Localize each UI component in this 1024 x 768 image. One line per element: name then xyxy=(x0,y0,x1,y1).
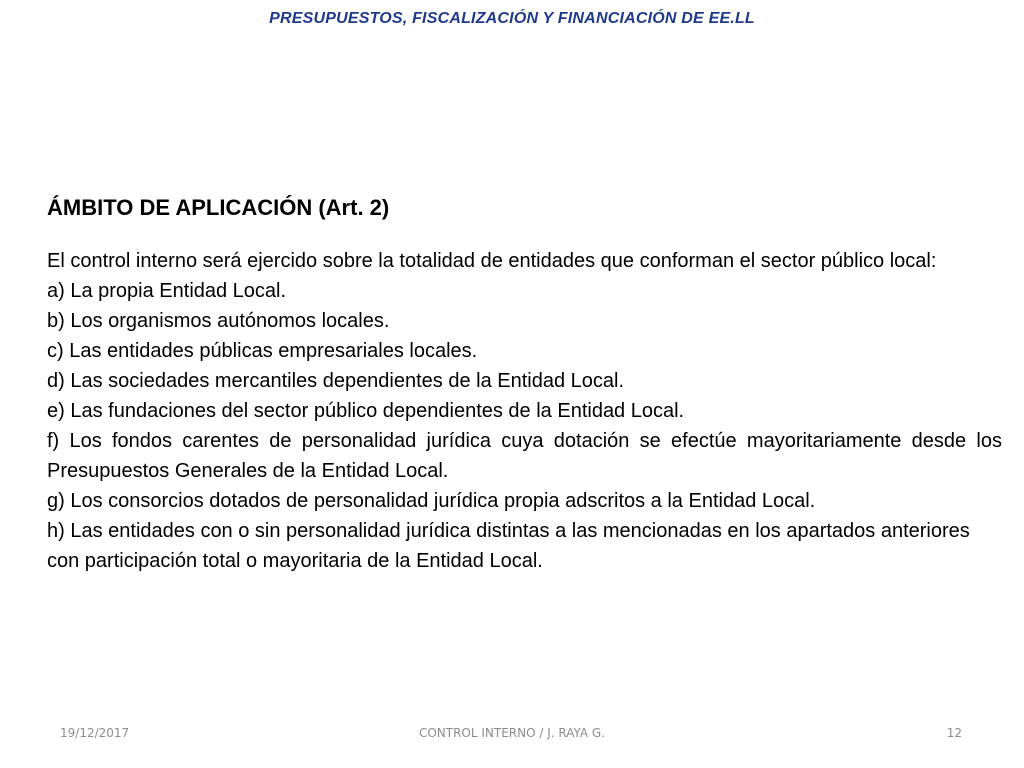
list-item: e) Las fundaciones del sector público dependientes de la Entidad Local. xyxy=(47,400,685,422)
list-item: h) Las entidades con o sin personalidad jurídica distintas a las mencionadas en los apartados anteriores con participación total o mayoritaria de la Entidad Local. xyxy=(47,520,970,572)
section-heading: ÁMBITO DE APLICACIÓN (Art. 2) xyxy=(47,195,390,220)
list-item: f) Los fondos carentes de personalidad jurídica cuya dotación se efectúe mayoritariamente desde los Presupuestos Generales de la Entidad Local. xyxy=(47,430,1002,482)
list-item: d) Las sociedades mercantiles dependientes de la Entidad Local. xyxy=(47,370,625,392)
body-text xyxy=(47,246,1002,576)
slide-footer xyxy=(0,726,1024,746)
slide-content xyxy=(47,192,1002,576)
slide-header-title: PRESUPUESTOS, FISCALIZACIÓN Y FINANCIACIÓN DE EE.LL xyxy=(269,10,755,27)
list-item: g) Los consorcios dotados de personalidad jurídica propia adscritos a la Entidad Local. xyxy=(47,490,816,512)
list-item: a) La propia Entidad Local. xyxy=(47,280,287,302)
footer-author: CONTROL INTERNO / J. RAYA G. xyxy=(418,726,606,740)
list-item: b) Los organismos autónomos locales. xyxy=(47,310,390,332)
intro-paragraph: El control interno será ejercido sobre la totalidad de entidades que conforman el sector público local: xyxy=(47,250,937,272)
page-number: 12 xyxy=(946,726,962,740)
list-item: c) Las entidades públicas empresariales locales. xyxy=(47,340,478,362)
footer-date: 19/12/2017 xyxy=(60,726,130,740)
